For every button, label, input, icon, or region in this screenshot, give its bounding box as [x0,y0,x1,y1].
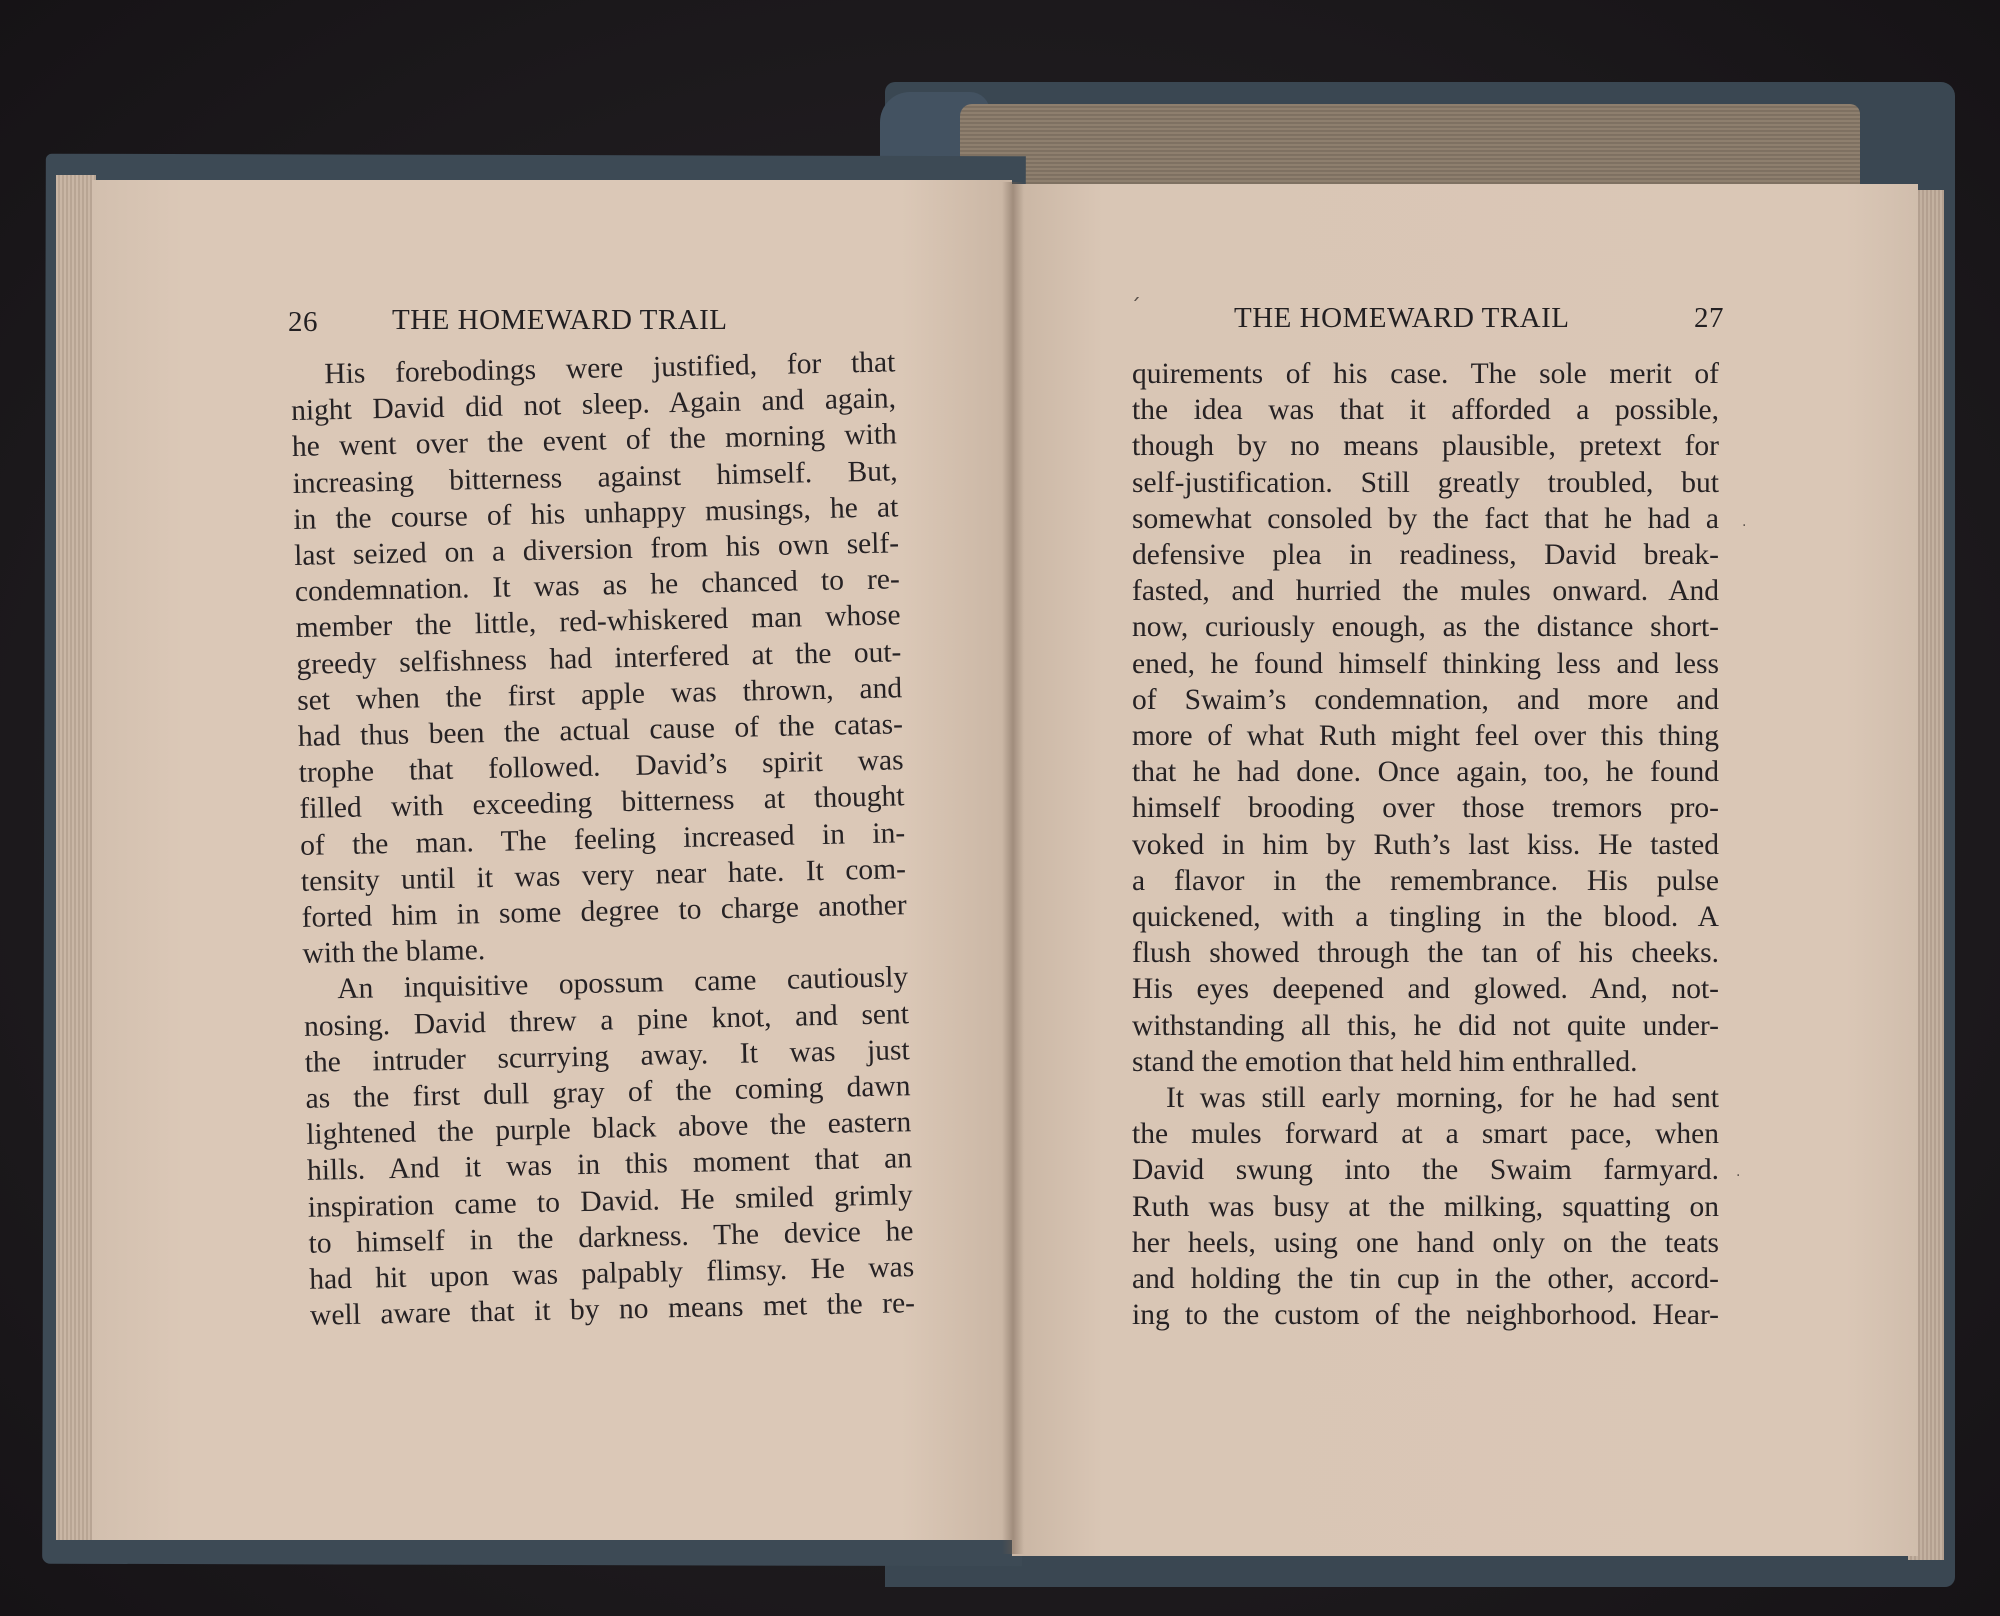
text-line: inspiration came to David. He smiled grimly [307,1178,914,1224]
stray-mark: ˊ [1130,296,1141,321]
text-line: ing to the custom of the neighborhood. Hear- [1132,1299,1719,1332]
text-line: quirements of his case. The sole merit of [1132,358,1719,390]
text-line: the idea was that it afforded a possible, [1132,394,1719,427]
left-running-head: THE HOMEWARD TRAIL [392,304,728,336]
text-line: that he had done. Once again, too, he found [1132,756,1719,789]
text-line: her heels, using one hand only on the teats [1132,1226,1719,1259]
text-line: fasted, and hurried the mules onward. And [1132,575,1719,608]
text-line: stand the emotion that held him enthralled. [1132,1045,1638,1078]
text-line: well aware that it by no means met the re- [309,1287,916,1333]
left-page-text [290,344,915,1334]
text-line: somewhat consoled by the fact that he had a [1132,502,1719,535]
stray-mark: · [1742,518,1747,534]
text-line: increasing bitterness against himself. But, [292,454,898,500]
text-line: flush showed through the tan of his cheeks. [1132,937,1719,970]
text-line: in the course of his unhappy musings, he at [293,491,899,536]
text-line: a flavor in the remembrance. His pulse [1132,864,1719,897]
text-line: himself brooding over those tremors pro- [1132,792,1719,825]
book-gutter [1002,182,1024,1554]
text-line: It was still early morning, for he had sent [1166,1082,1719,1115]
text-line: trophe that followed. David’s spirit was [298,744,904,790]
text-line: as the first dull gray of the coming dawn [305,1070,911,1115]
text-line: and holding the tin cup in the other, accord- [1132,1263,1719,1296]
text-line: night David did not sleep. Again and again, [290,382,897,428]
right-page-text [1132,356,1719,1333]
text-line: had thus been the actual cause of the catas- [297,708,904,753]
text-line: David swung into the Swaim farmyard. [1132,1154,1719,1187]
text-line: voked in him by Ruth’s last kiss. He tasted [1132,828,1719,861]
text-line: the intruder scurrying away. It was just [304,1034,910,1079]
page-block-left-edge [56,175,96,1540]
text-line: hills. And it was in this moment that an [306,1142,913,1188]
text-line: member the little, red-whiskered man whose [295,599,901,645]
text-line: set when the first apple was thrown, and [296,672,903,717]
page-block-top-edge [960,104,1860,184]
stray-mark: · [1736,1168,1741,1184]
text-line: forted him in some degree to charge another [301,889,907,934]
text-line: he went over the event of the morning with [291,418,898,464]
right-running-head: THE HOMEWARD TRAIL [1234,302,1570,334]
text-line: self-justification. Still greatly troubled, but [1132,466,1719,499]
text-line: last seized on a diversion from his own self- [293,527,900,572]
text-line: with the blame. [302,934,486,971]
text-line: tensity until it was very near hate. It com- [300,853,907,898]
text-line: An inquisitive opossum came cautiously [336,961,909,1006]
text-line: ened, he found himself thinking less and less [1132,647,1719,680]
text-line: had hit upon was palpably flimsy. He was [308,1251,915,1296]
text-line: condemnation. It was as he chanced to re- [294,563,901,609]
text-line: lightened the purple black above the eastern [305,1106,912,1152]
text-line: quickened, with a tingling in the blood. A [1132,901,1719,934]
text-line: the mules forward at a smart pace, when [1132,1118,1719,1151]
text-line: His eyes deepened and glowed. And, not- [1132,973,1719,1006]
text-line: His forebodings were justified, for that [324,346,896,391]
text-line: of Swaim’s condemnation, and more and [1132,683,1719,716]
text-line: Ruth was busy at the milking, squatting on [1132,1190,1719,1223]
text-line: of the man. The feeling increased in in- [299,816,906,862]
text-line: to himself in the darkness. The device he [308,1215,914,1260]
text-line: though by no means plausible, pretext for [1132,430,1719,463]
text-line: filled with exceeding bitterness at thought [299,780,905,826]
text-line: nosing. David threw a pine knot, and sent [303,997,910,1043]
left-page-number: 26 [288,306,318,338]
text-line: defensive plea in readiness, David break- [1132,539,1719,572]
text-line: greedy selfishness had interfered at the out- [296,635,902,681]
text-line: now, curiously enough, as the distance short- [1132,611,1719,644]
text-line: withstanding all this, he did not quite under- [1132,1009,1719,1042]
right-page-number: 27 [1694,302,1724,334]
text-line: more of what Ruth might feel over this thing [1132,720,1719,753]
